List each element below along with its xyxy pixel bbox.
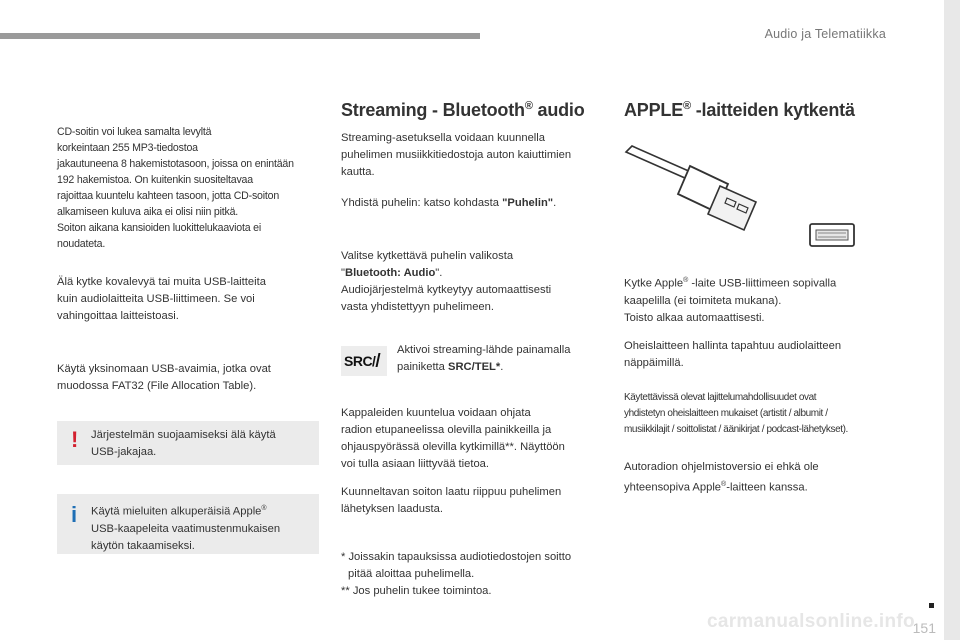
activate-streaming-text: Aktivoi streaming-lähde painamalla painiketta SRC/TEL*. [397,344,571,373]
hdd-warning-text: Älä kytke kovalevyä tai muita USB-laitteita kuin audiolaitteita USB-liittimeen. Se voi vahingoittaa laitteistoasi. [57,276,266,322]
classification-text: Käytettävissä olevat lajittelumahdollisuudet ovat yhdistetyn oheislaitteen mukaiset (artistit / albumit / musiikkilajit / soittolistat / äänikirjat / podcast-lähetykset). [624,392,848,435]
usb-connector-icon [624,138,874,256]
track-control-text: Kappaleiden kuuntelua voidaan ohjata radion etupaneelissa olevilla painikkeilla ja ohjauspyörässä olevilla kytkimillä**. Näyttöön voi tulla asiaan liittyvää tietoa. [341,407,565,470]
device-control-text: Oheislaitteen hallinta tapahtuu audiolaitteen näppäimillä. [624,340,842,369]
page-edge-strip [944,0,960,640]
streaming-intro: Streaming-asetuksella voidaan kuunnella puhelimen musiikkitiedostoja auton kaiuttimien kautta. [341,132,572,178]
select-phone-text: Valitse kytkettävä puhelin valikosta "Bluetooth: Audio". Audiojärjestelmä kytkeytyy automaattisesti vasta yhdistettyyn puhelimeen. [341,250,552,313]
apple-connect-text: Kytke Apple® -laite USB-liittimeen sopivalla kaapelilla (ei toimiteta mukana). Toisto alkaa automaattisesti. [624,277,837,324]
cd-info-text: CD-soitin voi lukea samalta levyltä korkeintaan 255 MP3-tiedostoa jakautuneena 8 hakemistotasoon, joissa on enintään 192 hakemistoa. On kuitenkin suositeltavaa rajoittaa kuuntelu kahteen tasoon, jotta CD-soiton alkamiseen kuluva aika ei olisi niin pitkä. Soiton aikana kansioiden luokittelukaaviota ei noudateta. [57,126,294,250]
warning-note: ! Järjestelmän suojaamiseksi älä käytä USB-jakajaa. [57,421,319,465]
apple-heading: APPLE® -laitteiden kytkentä [624,100,855,120]
column-right [624,100,886,494]
section-title: Audio ja Telematiikka [764,27,886,41]
warning-icon: ! [71,427,79,452]
column-middle [341,100,606,597]
footnotes: * Joissakin tapauksissa audiotiedostojen soitto pitää aloittaa puhelimella. ** Jos puhelin tukee toimintoa. [341,551,572,597]
connect-phone-text: Yhdistä puhelin: katso kohdasta "Puhelin". [341,197,557,209]
column-left [57,124,319,392]
fat32-text: Käytä yksinomaan USB-avaimia, jotka ovat muodossa FAT32 (File Allocation Table). [57,363,271,392]
streaming-heading: Streaming - Bluetooth® audio [341,100,585,120]
end-marker [929,603,934,608]
header-bar [0,33,480,39]
info-note: i Käytä mieluiten alkuperäisiä Apple® USB-kaapeleita vaatimustenmukaisen käytön takaamiseksi. [57,494,319,554]
compatibility-text: Autoradion ohjelmistoversio ei ehkä ole yhteensopiva Apple®-laitteen kanssa. [624,461,819,494]
page-number: 151 [912,620,936,636]
quality-text: Kuunneltavan soiton laatu riippuu puhelimen lähetyksen laadusta. [341,486,562,515]
src-button-icon: SRC/ [341,346,387,376]
watermark: carmanualsonline.info [707,611,915,632]
info-icon: i [71,502,78,527]
